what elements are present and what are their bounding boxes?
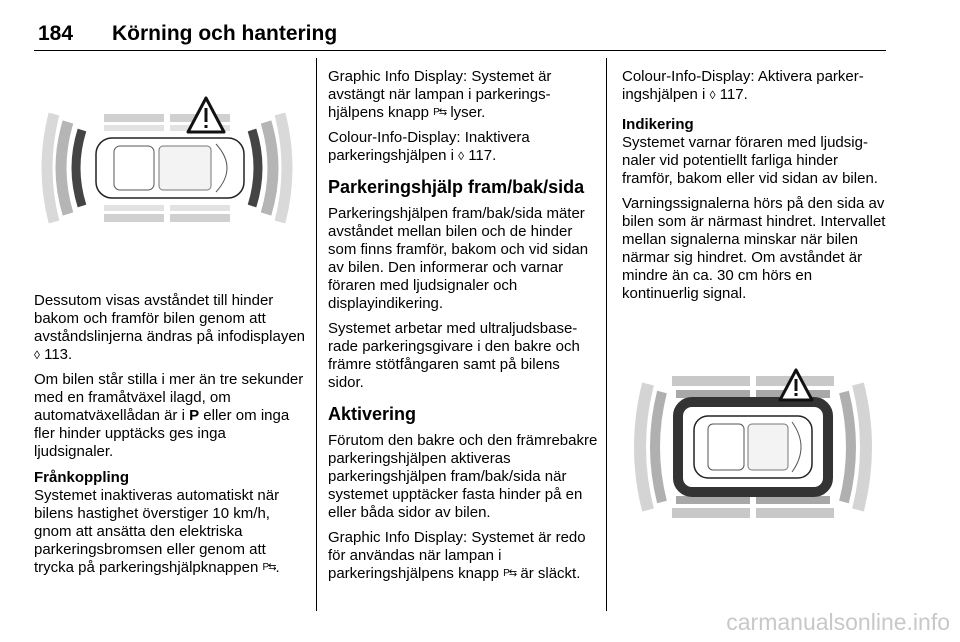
parking-button-icon: P⇆ bbox=[262, 562, 276, 573]
column-1 bbox=[34, 292, 306, 584]
column-divider-2 bbox=[606, 58, 607, 611]
paragraph-colour-info-activate: Colour-Info-Display: Aktivera parkeringshjälpen i ◊ 117. bbox=[622, 68, 864, 103]
paragraph-graphic-info-ready: Graphic Info Display: Systemet är redo för användas när lampan i parkeringshjälpens knapp P⇆ är släckt. bbox=[328, 529, 586, 582]
car-top-view bbox=[96, 138, 244, 198]
paragraph-parking-description: Parkeringshjälpen fram/bak/sida mäter avståndet mellan bilen och de hinder som finns framför, bakom och vid sidan av bilen. Den informerar och varnar föraren med ljudsignaler och displayindikering. bbox=[328, 205, 589, 312]
paragraph-indication: Systemet varnar föraren med ljudsignaler vid potentiellt farliga hinder framför, bakom eller vid sidan av bilen. bbox=[622, 134, 878, 187]
parking-sensor-figure bbox=[34, 92, 300, 244]
paragraph-warning-signals: Varningssignalerna hörs på den sida av bilen som är närmast hindret. Intervallet mellan signalerna minskar när bilen närmar sig hindret. Om avståndet är mindre än ca. 30 cm hörs en kontinuerlig signal. bbox=[622, 195, 886, 302]
column-3 bbox=[622, 68, 888, 310]
ref-arrow-icon: ◊ bbox=[709, 88, 716, 102]
header-rule bbox=[34, 50, 886, 51]
column-2 bbox=[328, 68, 598, 590]
car-top-view bbox=[694, 416, 812, 478]
paragraph-standstill: Om bilen står stilla i mer än tre sekunder med en framåtväxel ilagd, om automatväxellådan är i P eller om inga fler hinder upptäcks ges inga ljudsignaler. bbox=[34, 371, 304, 460]
chapter-title: Körning och hantering bbox=[112, 22, 338, 45]
heading-parkeringshjalp: Parkeringshjälp fram/bak/sida bbox=[328, 177, 585, 197]
page-number: 184 bbox=[38, 22, 74, 45]
heading-aktivering: Aktivering bbox=[328, 404, 417, 424]
paragraph-graphic-info-off: Graphic Info Display: Systemet är avstängt när lampan i parkeringshjälpens knapp P⇆ lyser. bbox=[328, 68, 552, 121]
ref-arrow-icon: ◊ bbox=[34, 348, 40, 362]
parking-button-icon: P⇆ bbox=[503, 568, 517, 579]
parking-sensor-side-figure bbox=[626, 362, 880, 532]
watermark: carmanualsonline.info bbox=[726, 609, 950, 635]
column-divider-1 bbox=[316, 58, 317, 611]
paragraph-distance-display: Dessutom visas avståndet till hinder bakom och framför bilen genom att avståndslinjerna ändras på infodisplayen ◊ 113. bbox=[34, 292, 306, 363]
paragraph-activation: Förutom den bakre och den främrebakre parkeringshjälpen aktiveras parkeringshjälpen fram/bak/sida när systemet upptäcker fasta hinder på en eller båda sidor av bilen. bbox=[328, 432, 598, 521]
heading-indikering: Indikering bbox=[622, 116, 694, 133]
paragraph-colour-info-deactivate: Colour-Info-Display: Inaktivera parkeringshjälpen i ◊ 117. bbox=[328, 129, 530, 164]
paragraph-deactivation: Systemet inaktiveras automatiskt när bilens hastighet överstiger 10 km/h, gnom att ansätta den elektriska parkeringsbromsen eller genom att trycka på parkeringshjälpknappen P⇆. bbox=[34, 487, 280, 576]
ref-arrow-icon: ◊ bbox=[458, 149, 465, 163]
heading-frankoppling: Frånkoppling bbox=[34, 469, 129, 486]
parking-button-icon: P⇆ bbox=[433, 107, 447, 118]
paragraph-ultrasonic: Systemet arbetar med ultraljudsbaserade parkeringsgivare i den bakre och främre stötfångaren samt på bilens sidor. bbox=[328, 320, 580, 391]
